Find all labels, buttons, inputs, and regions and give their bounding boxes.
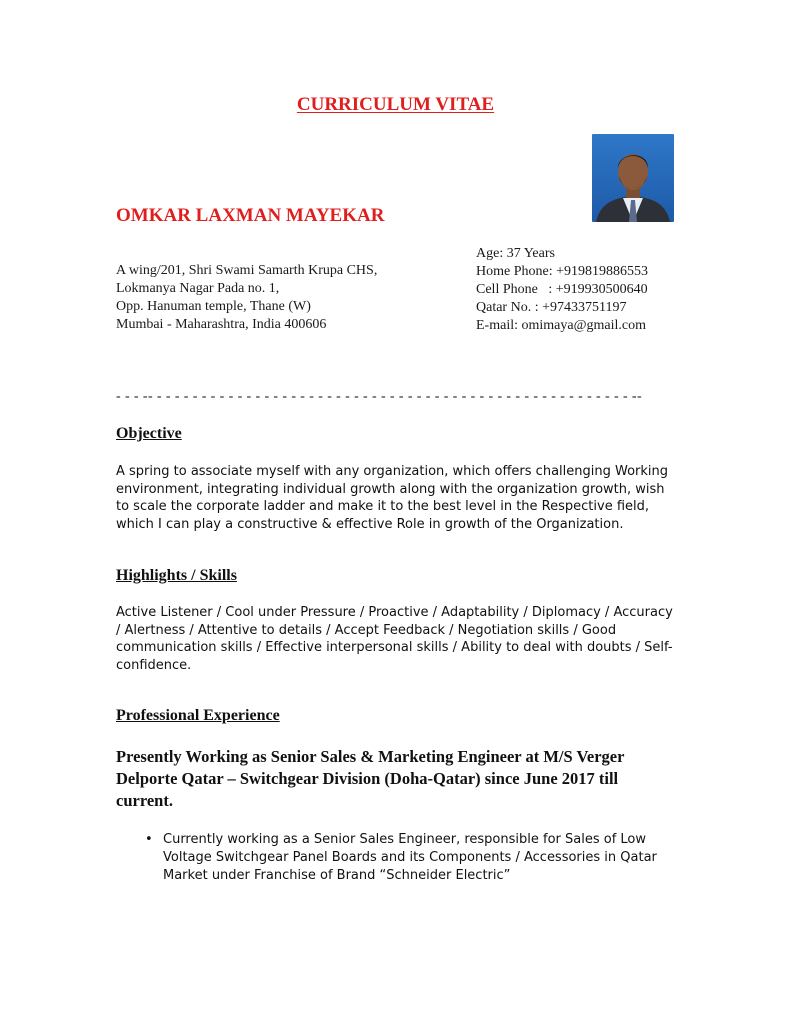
home-phone-text: Home Phone: +919819886553 [476,264,648,279]
email-text: E-mail: omimaya@gmail.com [476,318,646,333]
list-item [145,831,675,885]
age-text: Age: 37 Years [476,246,555,261]
contact-block [476,245,648,335]
objective-text: A spring to associate myself with any organization, which offers challenging Working environment, integrating individual growth along with the organization growth, wish to scale the corporate ladder and make it to the best level in the Respective field, which I can play a constructive & effective Role in growth of the Organization. [116,464,669,532]
qatar-number-text: Qatar No. : +97433751197 [476,300,627,315]
section-divider: - - - -- - - - - - - - - - - - - - - - - - - - - - - - - - - - - - - - - - - - - - - - - - - - - - - - - - - - - - -- [116,389,643,404]
cell-phone-text: Cell Phone : +919930500640 [476,282,648,297]
objective-heading: Objective [116,425,182,442]
skills-heading: Highlights / Skills [116,567,237,584]
experience-bullet-list [145,831,675,885]
address-line: Mumbai - Maharashtra, India 400606 [116,317,327,332]
profile-photo-image [592,134,674,222]
address-block [116,262,377,334]
experience-summary: Presently Working as Senior Sales & Marketing Engineer at M/S Verger Delporte Qatar – Switchgear Division (Doha-Qatar) since June 2017 till current. [116,747,625,810]
candidate-name: OMKAR LAXMAN MAYEKAR [116,205,385,226]
address-line: Opp. Hanuman temple, Thane (W) [116,299,311,314]
address-line: Lokmanya Nagar Pada no. 1, [116,281,280,296]
experience-bullet-text: Currently working as a Senior Sales Engineer, responsible for Sales of Low Voltage Switchgear Panel Boards and its Components / Accessories in Qatar Market under Franchise of Brand “Schneider Electric” [163,832,657,883]
skills-text: Active Listener / Cool under Pressure / Proactive / Adaptability / Diplomacy / Accuracy / Alertness / Attentive to details / Accept Feedback / Negotiation skills / Good communication skills / Effective interpersonal skills / Ability to deal with doubts / Self-confidence. [116,605,673,673]
experience-heading: Professional Experience [116,707,280,724]
bullet-icon: • [145,832,153,847]
address-line: A wing/201, Shri Swami Samarth Krupa CHS, [116,263,378,278]
profile-photo [592,134,674,222]
document-title: CURRICULUM VITAE [296,94,495,115]
